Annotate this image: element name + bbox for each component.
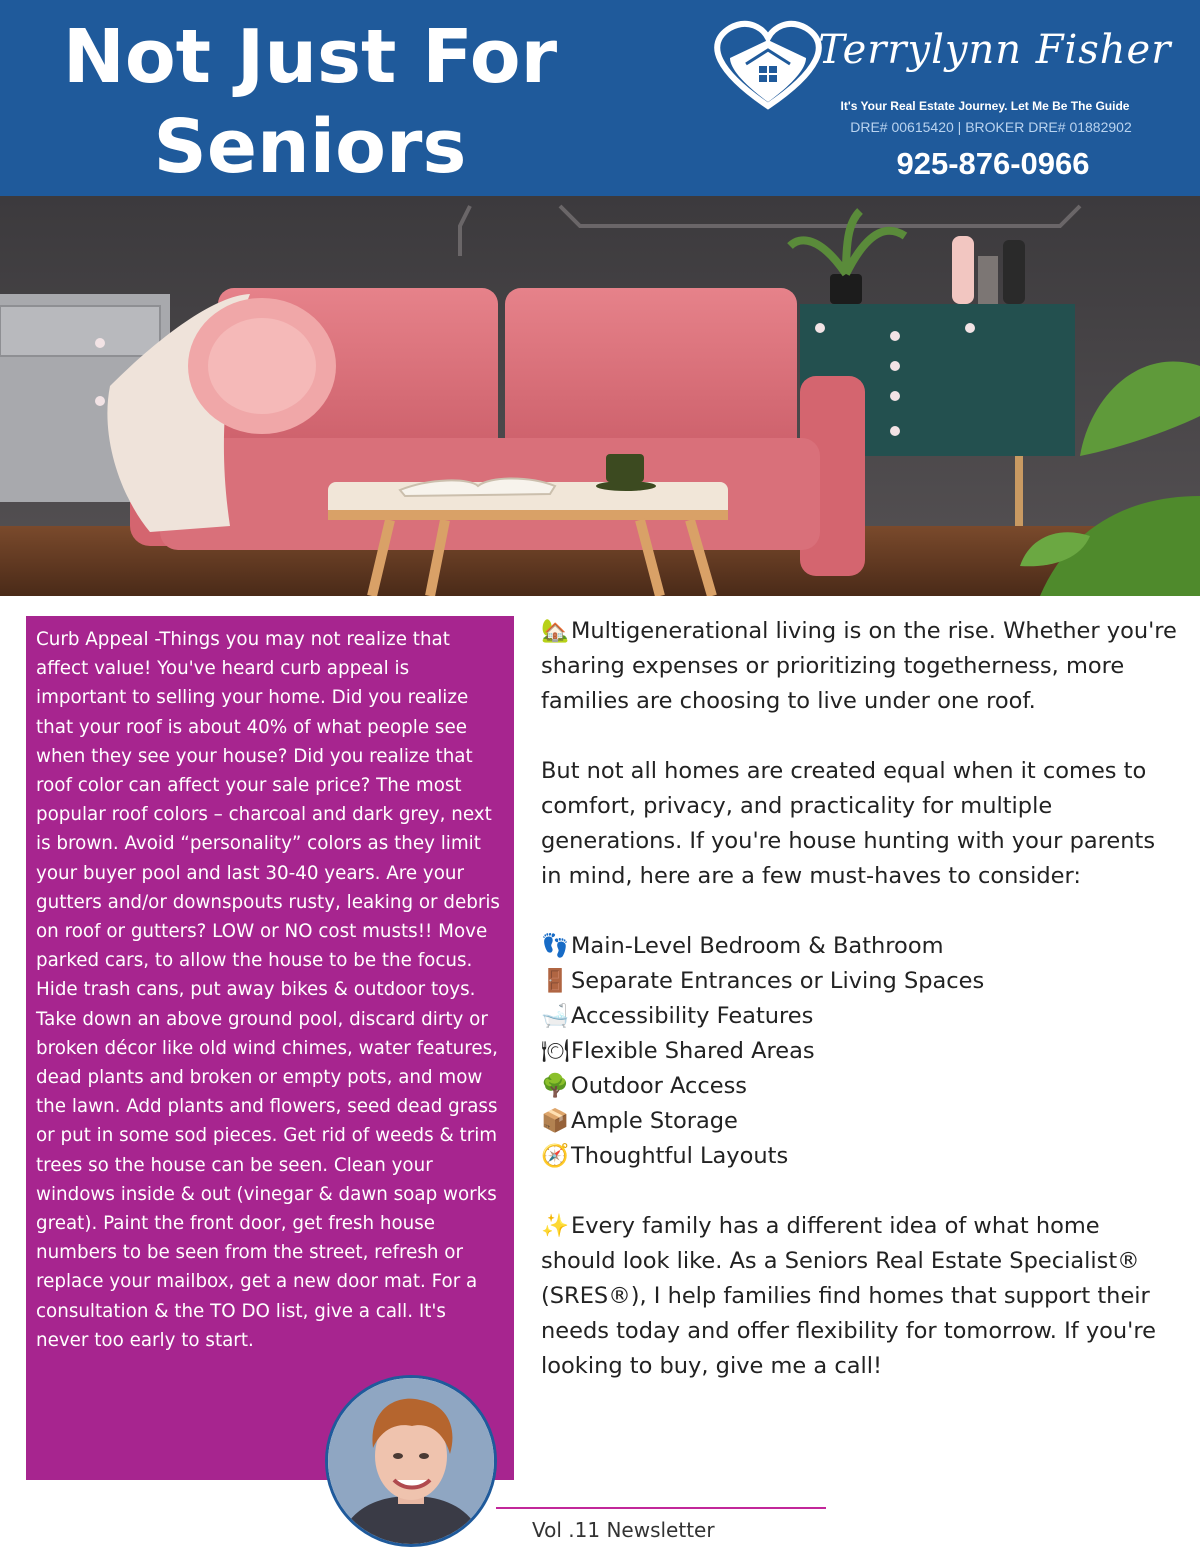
fork-knife-plate-icon: 🍽	[541, 1038, 570, 1064]
footprints-icon: 👣	[541, 933, 570, 959]
feature-item	[541, 964, 1181, 999]
phone-number[interactable]: 925-876-0966	[896, 146, 1090, 181]
brand-name: Terrylynn Fisher	[818, 27, 1172, 73]
main-article	[541, 614, 1181, 1419]
intro-paragraph	[541, 614, 1181, 719]
header-banner	[0, 0, 1200, 196]
feature-label: Accessibility Features	[571, 1003, 814, 1029]
closing-text: Every family has a different idea of what home should look like. As a Seniors Real Estate Specialist® (SRES®), I help families find homes that support their needs today and offer flexibility for tomorrow. If you're looking to buy, give me a call!	[541, 1213, 1156, 1379]
tree-icon: 🌳	[541, 1073, 570, 1099]
bathtub-icon: 🛁	[541, 1003, 570, 1029]
feature-label: Thoughtful Layouts	[571, 1143, 789, 1169]
footer-divider	[496, 1507, 826, 1509]
intro-text: Multigenerational living is on the rise. Whether you're sharing expenses or prioritizing togetherness, more families are choosing to live under one roof.	[541, 618, 1177, 714]
tagline: It's Your Real Estate Journey. Let Me Be The Guide	[840, 99, 1130, 113]
feature-item	[541, 1139, 1181, 1174]
feature-item	[541, 929, 1181, 964]
title-line-2: Seniors	[153, 104, 467, 190]
feature-label: Main-Level Bedroom & Bathroom	[571, 933, 944, 959]
license-numbers: DRE# 00615420 | BROKER DRE# 01882902	[850, 119, 1132, 135]
curb-appeal-text: Curb Appeal -Things you may not realize that affect value! You've heard curb appeal is important to selling your home. Did you realize that your roof is about 40% of what people see when they see your house? Did you realize that roof color can affect your sale price? The most popular roof colors – charcoal and dark grey, next is brown. Avoid “personality” colors as they limit your buyer pool and last 30-40 years. Are your gutters and/or downspouts rusty, leaking or debris on roof or gutters? LOW or NO cost musts!! Move parked cars, to allow the house to be the focus. Hide trash cans, put away bikes & outdoor toys. Take down an above ground pool, discard dirty or broken décor like old wind chimes, water features, dead plants and broken or empty pots, and mow the lawn. Add plants and flowers, seed dead grass or put in some sod pieces. Get rid of weeds & trim trees so the house can be seen. Clean your windows inside & out (vinegar & dawn soap works great). Paint the front door, get fresh house numbers to be seen from the street, refresh or replace your mailbox, get a new door mat. For a consultation & the TO DO list, give a call. It's never too early to start.	[36, 629, 500, 1351]
page-title	[30, 12, 590, 192]
heart-house-icon	[708, 14, 828, 114]
house-icon: 🏡	[541, 618, 570, 644]
feature-item	[541, 1069, 1181, 1104]
feature-item	[541, 1034, 1181, 1069]
agent-headshot	[325, 1375, 497, 1547]
feature-label: Ample Storage	[571, 1108, 738, 1134]
curb-appeal-sidebar	[26, 616, 514, 1480]
compass-icon: 🧭	[541, 1143, 570, 1169]
feature-list	[541, 929, 1181, 1174]
package-icon: 📦	[541, 1108, 570, 1134]
feature-label: Separate Entrances or Living Spaces	[571, 968, 985, 994]
feature-item	[541, 1104, 1181, 1139]
newsletter-volume: Vol .11 Newsletter	[532, 1518, 715, 1542]
closing-paragraph	[541, 1209, 1181, 1384]
feature-item	[541, 999, 1181, 1034]
sparkles-icon: ✨	[541, 1213, 570, 1239]
feature-label: Flexible Shared Areas	[571, 1038, 815, 1064]
feature-label: Outdoor Access	[571, 1073, 748, 1099]
door-icon: 🚪	[541, 968, 570, 994]
considerations-paragraph: But not all homes are created equal when it comes to comfort, privacy, and practicality for multiple generations. If you're house hunting with your parents in mind, here are a few must-haves to consider:	[541, 758, 1156, 889]
hero-image	[0, 196, 1200, 596]
title-line-1: Not Just For	[62, 14, 558, 100]
